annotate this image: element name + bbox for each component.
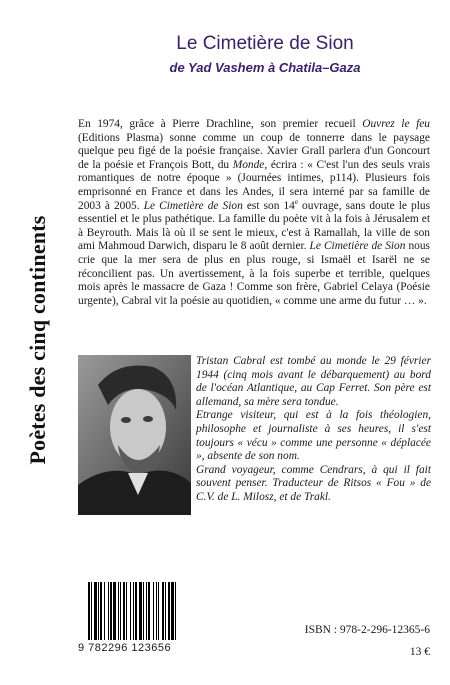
barcode-bar	[126, 582, 127, 640]
barcode-bar	[130, 582, 131, 640]
barcode-bar	[120, 582, 121, 640]
barcode-bar	[98, 582, 99, 640]
barcode-bar	[133, 582, 134, 640]
newspaper-reference: Monde	[232, 158, 265, 171]
barcode-bar	[148, 582, 150, 640]
barcode-bar	[139, 582, 142, 640]
author-portrait-image	[78, 355, 191, 515]
isbn: ISBN : 978-2-296-12365-6	[304, 624, 430, 636]
barcode-bar	[171, 582, 174, 640]
series-name: Poètes des cinq continents	[25, 215, 50, 465]
book-title: Le Cimetière de Sion	[176, 33, 354, 54]
barcode-bar	[104, 582, 105, 640]
author-portrait	[78, 355, 191, 515]
barcode	[78, 582, 218, 654]
text-run: , écrira : « C'est l'un des seuls vrais romantiques de notre époque » (Journées intimes, p114). Plusieurs fois emprisonné en France et dans les Andes, il sera interné par sa famille de 2003 à 2005.	[78, 158, 430, 212]
barcode-bar	[153, 582, 154, 640]
text-run: ouvrage, sans doute le plus essentiel et le plus pathétique. La famille du poète vit à la fois à Jérusalem et à Beyrouth. Mais là où il se sent le mieux, c'est à Ramallah, la ville de son ami Mahmoud Darwich, disparu le 8 août dernier.	[78, 199, 430, 253]
barcode-bar	[156, 582, 157, 640]
text-run: En 1974, grâce à Pierre Drachline, son premier recueil	[78, 118, 363, 130]
barcode-bar	[100, 582, 102, 640]
barcode-bar	[135, 582, 137, 640]
bio-paragraph: Grand voyageur, comme Cendrars, à qui il fait souvent penser. Traducteur de Ritsos « Fou » de C.V. de L. Milosz, et de Trakl.	[196, 463, 431, 503]
barcode-bar	[158, 582, 159, 640]
barcode-bar	[94, 582, 97, 640]
barcode-bar	[175, 582, 176, 640]
bio-paragraph: Etrange visiteur, qui est à la fois théologien, philosophe et journaliste à ses heures, il s'est toujours « vécu » comme une personne « déplacée », absente de son nom.	[196, 409, 431, 463]
barcode-bar	[108, 582, 109, 640]
barcode-bar	[110, 582, 112, 640]
barcode-bar	[118, 582, 119, 640]
barcode-bar	[162, 582, 164, 640]
book-reference: Ouvrez le feu	[362, 118, 430, 130]
spine-series-title	[20, 40, 56, 640]
book-reference: Le Cimetière de Sion	[143, 199, 243, 212]
text-run: nous crie que la mer sera de plus en plus rouge, si Ismaël et Isarël ne se réconcilient pas. Un avertissement, à la fois superbe et terrible, quelques mois après le massacre de Gaza ! Comme son frère, Gabriel Celaya (Poésie urgente), Cabral vit la poésie au quotidien, « comme une arme du futur … ».	[78, 240, 430, 307]
text-run: est son 14	[242, 199, 295, 212]
barcode-bar	[143, 582, 144, 640]
barcode-bar	[123, 582, 125, 640]
book-reference: Le Cimetière de Sion	[309, 240, 406, 253]
author-biography	[196, 355, 431, 505]
barcode-bar	[88, 582, 90, 640]
barcode-bar	[91, 582, 92, 640]
bio-paragraph: Tristan Cabral est tombé au monde le 29 février 1944 (cinq mois avant le débarquement) au bord de l'océan Atlantique, au Cap Ferret. Son père est allemand, sa mère sera tondue.	[196, 355, 431, 408]
barcode-bar	[113, 582, 116, 640]
book-subtitle: de Yad Vashem à Chatila–Gaza	[169, 60, 361, 75]
barcode-bars	[78, 582, 218, 642]
description-paragraph	[78, 118, 430, 308]
barcode-bar	[165, 582, 166, 640]
ordinal-superscript: e	[294, 197, 298, 206]
barcode-bar	[168, 582, 170, 640]
text-run: (Editions Plasma) sonne comme un coup de tonnerre dans le paysage quelque peu figé de la poésie française. Xavier Grall parlera d'un Goncourt de la poésie et François Bott, du	[78, 131, 430, 171]
main-description	[78, 118, 430, 308]
barcode-number: 9 782296 123656	[78, 642, 172, 654]
barcode-bar	[146, 582, 147, 640]
price: 13 €	[409, 646, 430, 658]
